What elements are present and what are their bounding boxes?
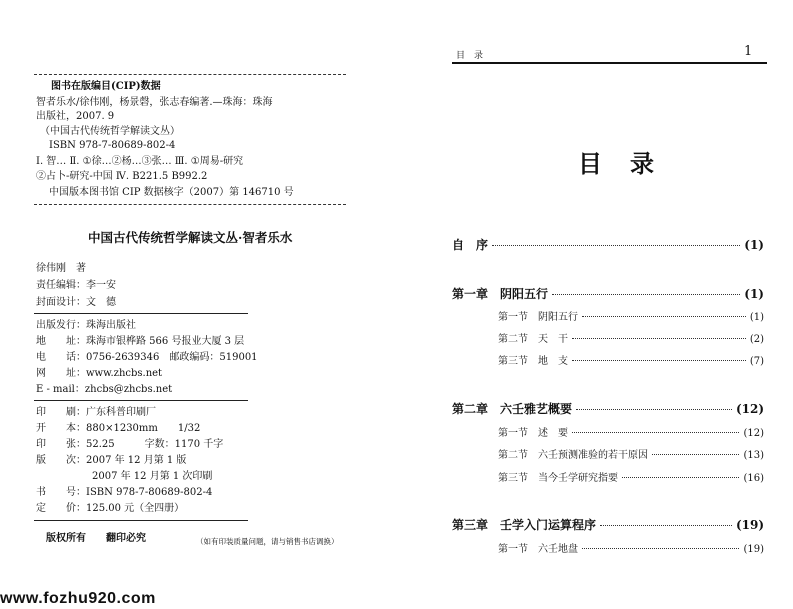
toc-entry-page: (13)	[743, 450, 764, 461]
row-label: 书 号：	[36, 487, 86, 498]
toc-entry-title: 第三节 当今壬学研究指要	[498, 473, 618, 484]
toc-entry-page: (1)	[744, 287, 764, 301]
row-value: 2007 年 12 月第 1 次印刷	[92, 471, 213, 482]
toc-entry-section[interactable]	[498, 540, 764, 555]
row-value: 0756-2639346 邮政编码：519001	[86, 352, 258, 363]
divider	[34, 400, 248, 401]
divider	[34, 520, 248, 521]
toc-entry-title: 第二节 六壬预测准验的若干原因	[498, 450, 648, 461]
cover-label: 封面设计：	[36, 297, 86, 308]
leader-dots	[582, 316, 746, 317]
toc-entry-title: 第二节 天 干	[498, 334, 568, 345]
toc-entry-chapter[interactable]	[452, 285, 764, 302]
book-title: 中国古代传统哲学解读文丛·智者乐水	[88, 230, 293, 245]
leader-dots	[492, 245, 740, 246]
row-value: 珠海出版社	[86, 320, 136, 331]
cip-line: Ⅰ. 智… Ⅱ. ①徐…②杨…③张… Ⅲ. ①周易-研究	[36, 156, 244, 167]
toc-title: 目 录	[578, 149, 656, 178]
toc-entry-section[interactable]	[498, 330, 764, 345]
author-line: 徐伟刚 著	[36, 263, 86, 274]
toc-entry-page: (16)	[743, 473, 764, 484]
publisher-row	[36, 383, 172, 397]
leader-dots	[572, 432, 739, 433]
toc-entry-title: 第二章 六壬雅艺概要	[452, 402, 573, 416]
row-label: E - mail：	[36, 384, 85, 395]
leader-dots	[576, 409, 732, 410]
row-value: 2007 年 12 月第 1 版	[86, 455, 187, 466]
cip-title: 图书在版编目(CIP)数据	[51, 81, 161, 92]
toc-entry-section[interactable]	[498, 446, 764, 461]
toc-entry-page: (2)	[749, 334, 764, 345]
leader-dots	[652, 454, 739, 455]
print-row	[36, 406, 156, 420]
header-rule	[452, 62, 767, 64]
toc-entry-section[interactable]	[498, 469, 764, 484]
print-row	[36, 486, 212, 500]
row-label: 出版发行：	[36, 320, 86, 331]
leader-dots	[582, 548, 739, 549]
row-label: 地 址：	[36, 336, 86, 347]
cover-line	[36, 296, 116, 310]
row-label: 印 张：	[36, 439, 86, 450]
divider	[34, 204, 346, 205]
row-label: 网 址：	[36, 368, 86, 379]
editor-label: 责任编辑：	[36, 280, 86, 291]
cip-line: ISBN 978-7-80689-802-4	[49, 140, 176, 151]
toc-entry-section[interactable]	[498, 424, 764, 439]
row-label: 定 价：	[36, 503, 86, 514]
toc-entry-section[interactable]	[498, 352, 764, 367]
toc-entry-page: (1)	[744, 238, 764, 252]
toc-entry-page: (7)	[749, 356, 764, 367]
print-row	[36, 454, 186, 468]
print-row	[36, 502, 184, 516]
leader-dots	[572, 338, 746, 339]
row-value: 广东科普印刷厂	[86, 407, 156, 418]
row-value: 880×1230mm 1/32	[86, 423, 201, 434]
toc-entry-page: (12)	[735, 402, 764, 416]
toc-entry-preface[interactable]	[452, 236, 764, 253]
publisher-row	[36, 351, 258, 365]
toc-entry-page: (19)	[735, 518, 764, 532]
toc-entry-title: 第三章 壬学入门运算程序	[452, 518, 597, 532]
quality-notice: （如有印装质量问题，请与销售书店调换）	[196, 537, 339, 546]
publisher-row	[36, 367, 162, 381]
print-row	[36, 438, 223, 452]
leader-dots	[600, 525, 732, 526]
toc-entry-title: 自 序	[452, 238, 489, 252]
toc-entry-title: 第一章 阴阳五行	[452, 287, 549, 301]
cip-line: 出版社，2007. 9	[36, 111, 115, 122]
row-value: ISBN 978-7-80689-802-4	[86, 487, 213, 498]
divider	[34, 313, 248, 314]
toc-entry-chapter[interactable]	[452, 516, 764, 533]
cover-designer: 文 德	[86, 297, 116, 308]
toc-entry-page: (19)	[743, 544, 764, 555]
row-label: 印 刷：	[36, 407, 86, 418]
cip-line: （中国古代传统哲学解读文丛）	[40, 126, 180, 137]
row-value: 52.25 字数：1170 千字	[86, 439, 224, 450]
copyright-text: 版权所有 翻印必究	[46, 533, 146, 544]
toc-entry-title: 第一节 六壬地盘	[498, 544, 578, 555]
toc-entry-title: 第一节 阴阳五行	[498, 312, 578, 323]
toc-entry-title: 第一节 述 要	[498, 428, 568, 439]
publisher-row	[36, 319, 136, 333]
leader-dots	[622, 477, 739, 478]
divider	[34, 74, 346, 75]
leader-dots	[552, 294, 740, 295]
row-value: www.zhcbs.net	[86, 368, 163, 379]
toc-entry-title: 第三节 地 支	[498, 356, 568, 367]
publisher-row	[36, 335, 244, 349]
toc-entry-page: (1)	[749, 312, 764, 323]
row-label: 版 次：	[36, 455, 86, 466]
print-row	[92, 470, 212, 484]
toc-entry-section[interactable]	[498, 308, 764, 323]
row-label: 电 话：	[36, 352, 86, 363]
cip-line: 中国版本图书馆 CIP 数据核字（2007）第 146710 号	[49, 187, 294, 198]
page-number: 1	[744, 44, 753, 59]
cip-line: 智者乐水/徐伟刚，杨景磬，张志春编著.—珠海：珠海	[36, 97, 273, 108]
row-value: 125.00 元（全四册）	[86, 503, 185, 514]
row-value: 珠海市银桦路 566 号报业大厦 3 层	[86, 336, 245, 347]
cip-line: ②占卜-研究-中国 Ⅳ. B221.5 B992.2	[36, 171, 208, 182]
editor-name: 李一安	[86, 280, 116, 291]
print-row	[36, 422, 200, 436]
leader-dots	[572, 360, 746, 361]
row-label: 开 本：	[36, 423, 86, 434]
running-header: 目 录	[456, 51, 484, 61]
toc-entry-chapter[interactable]	[452, 400, 764, 417]
editor-line	[36, 279, 116, 293]
toc-entry-page: (12)	[743, 428, 764, 439]
watermark: www.fozhu920.com	[0, 590, 156, 607]
row-value: zhcbs@zhcbs.net	[84, 384, 173, 395]
